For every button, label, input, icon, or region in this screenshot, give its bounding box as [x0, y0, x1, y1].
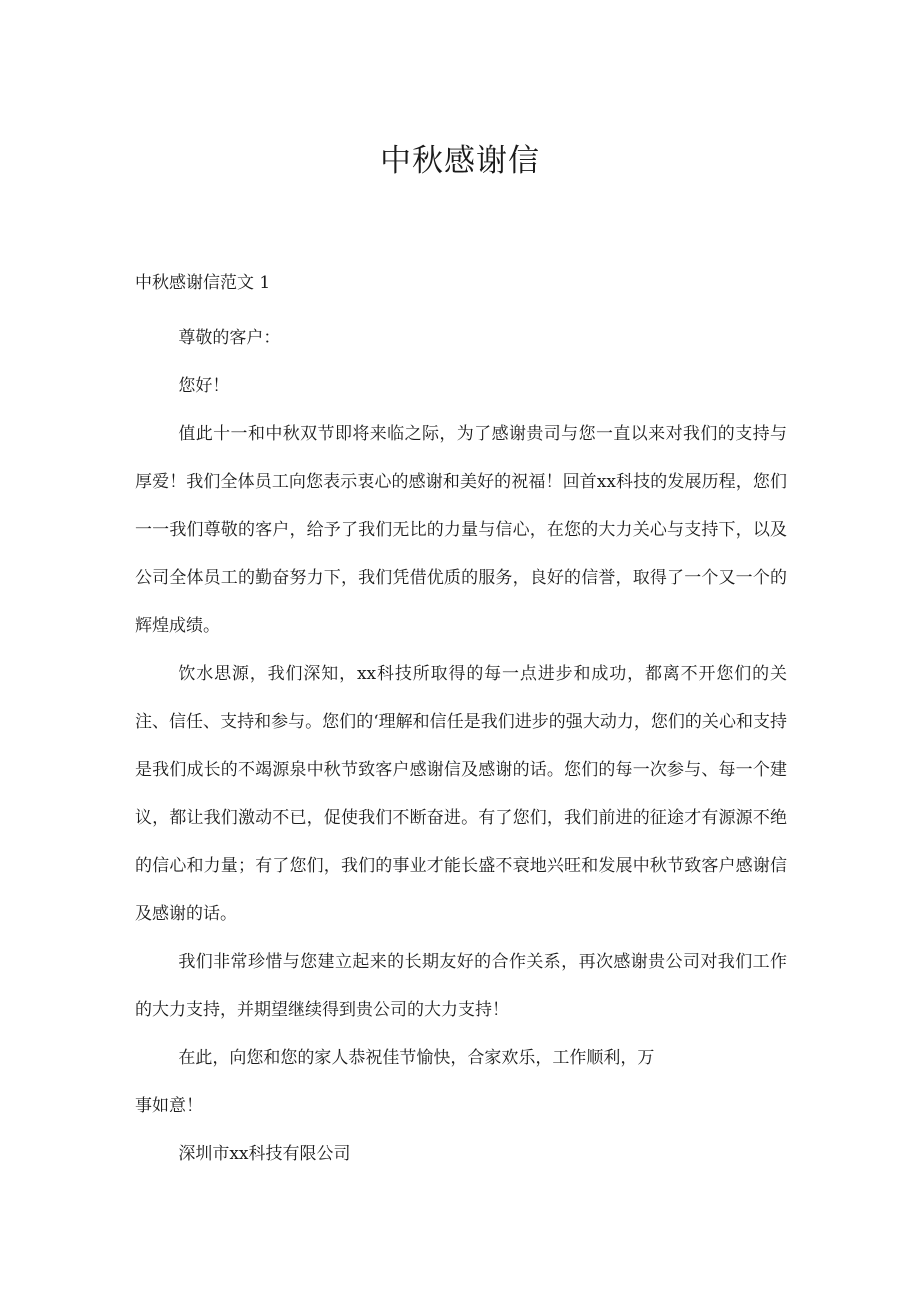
- letter-body: [135, 314, 787, 1178]
- paragraph-3: 我们非常珍惜与您建立起来的长期友好的合作关系，再次感谢贵公司对我们工作的大力支持，并期望继续得到贵公司的大力支持！: [135, 952, 787, 1020]
- document-title: 中秋感谢信: [380, 143, 540, 179]
- paragraph-2: 饮水思源，我们深知，xx科技所取得的每一点进步和成功，都离不开您们的关注、信任、支持和参与。您们的‘理解和信任是我们进步的强大动力，您们的关心和支持是我们成长的不竭源泉中秋节致客户感谢信及感谢的话。您们的每一次参与、每一个建议，都让我们激动不已，促使我们不断奋进。有了您们，我们前进的征途才有源源不绝的信心和力量；有了您们，我们的事业才能长盛不衰地兴旺和发展中秋节致客户感谢信及感谢的话。: [135, 664, 787, 924]
- closing-line-1: 在此，向您和您的家人恭祝佳节愉快，合家欢乐，工作顺利，万: [178, 1048, 655, 1068]
- closing-line-2: 事如意！: [135, 1096, 203, 1116]
- signature: 深圳市xx科技有限公司: [178, 1144, 351, 1164]
- paragraph-1: 值此十一和中秋双节即将来临之际，为了感谢贵司与您一直以来对我们的支持与厚爱！我们全体员工向您表示衷心的感谢和美好的祝福！回首xx科技的发展历程，您们一一我们尊敬的客户，给予了我们无比的力量与信心，在您的大力关心与支持下，以及公司全体员工的勤奋努力下，我们凭借优质的服务，良好的信誉，取得了一个又一个的辉煌成绩。: [135, 424, 787, 636]
- document-subtitle: 中秋感谢信范文 1: [135, 273, 271, 293]
- greeting: 您好！: [178, 376, 230, 396]
- salutation: 尊敬的客户：: [178, 328, 281, 348]
